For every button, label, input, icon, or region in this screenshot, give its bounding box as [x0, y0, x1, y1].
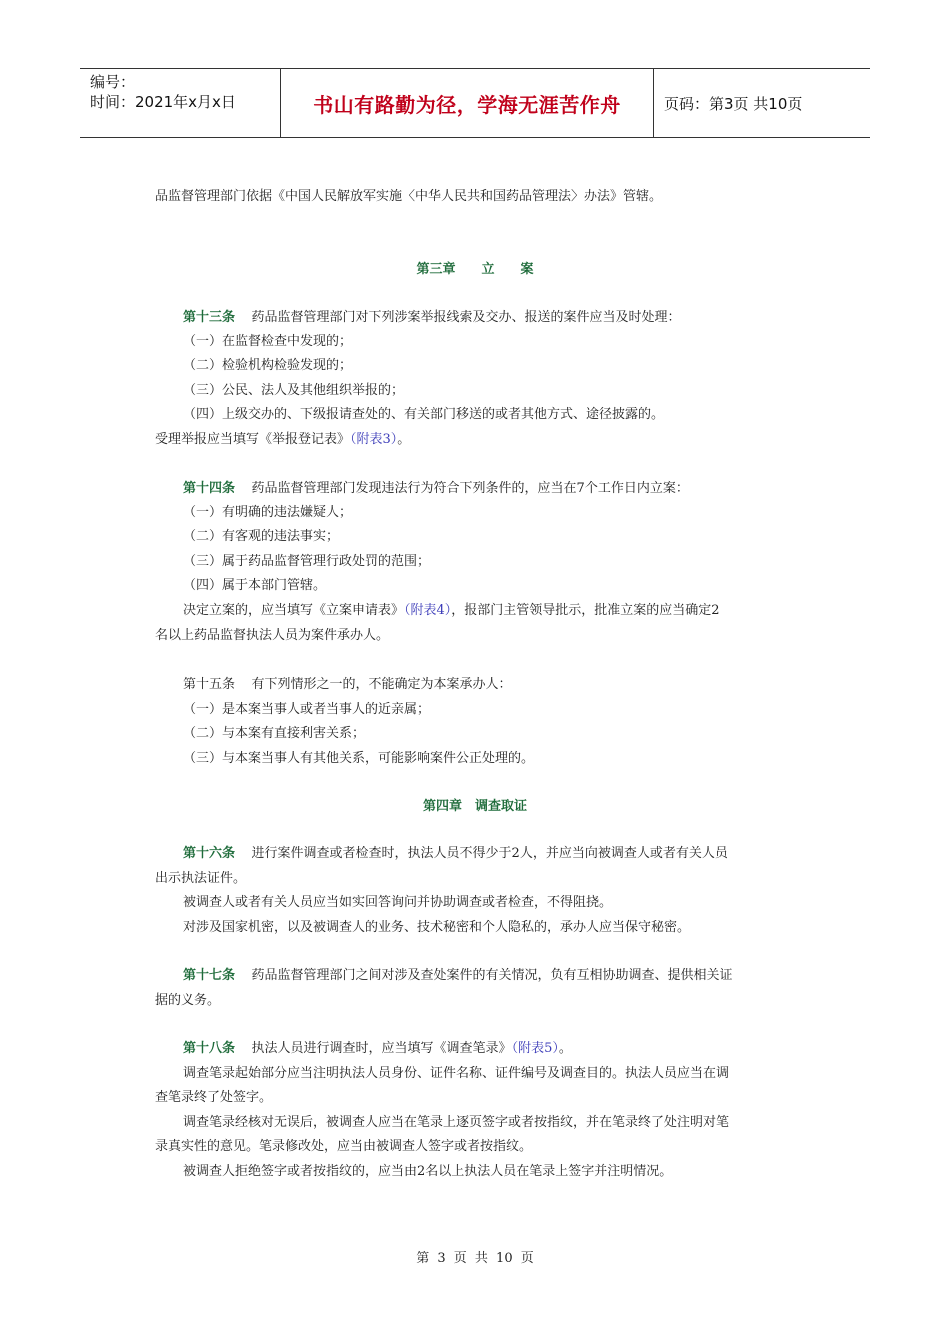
art18-p2b: 查笔录终了处签字。 — [155, 1090, 273, 1105]
annex4-link: （附表4） — [404, 603, 452, 618]
art14-item-3: （三）属于药品监督管理行政处罚的范围； — [183, 554, 431, 569]
art13-lead — [183, 309, 681, 327]
page-info: 页码：第3页 共10页 — [664, 94, 803, 113]
art18-p4: 被调查人拒绝签字或者按指纹的，应当由2名以上执法人员在笔录上签字并注明情况。 — [183, 1164, 673, 1179]
art15-text: 有下列情形之一的，不能确定为本案承办人： — [251, 677, 512, 692]
art14-item-4: （四）属于本部门管辖。 — [183, 578, 327, 593]
art14-title: 第十四条 — [183, 481, 236, 496]
motto: 书山有路勤为径，学海无涯苦作舟 — [313, 92, 621, 117]
art18-p2a: 调查笔录起始部分应当注明执法人员身份、证件名称、证件编号及调查目的。执法人员应当在调 — [183, 1066, 730, 1081]
art13-tail — [155, 431, 410, 449]
art14-tail — [183, 602, 720, 620]
art18-lead — [183, 1040, 572, 1058]
header-page-info-cell — [652, 69, 870, 137]
art15-item-3: （三）与本案当事人有其他关系，可能影响案件公正处理的。 — [183, 751, 535, 766]
annex3-link: （附表3） — [350, 432, 398, 447]
art14-lead — [183, 480, 689, 498]
art15-item-1: （一）是本案当事人或者当事人的近亲属； — [183, 702, 431, 717]
art13-item-1: （一）在监督检查中发现的； — [183, 334, 353, 349]
page-header — [80, 68, 870, 138]
art13-item-3: （三）公民、法人及其他组织举报的； — [183, 383, 405, 398]
art13-title: 第十三条 — [183, 310, 236, 325]
art13-text: 药品监督管理部门对下列涉案举报线索及交办、报送的案件应当及时处理： — [251, 310, 681, 325]
art15-title: 第十五条 — [183, 677, 236, 692]
chapter4-heading: 第四章 调查取证 — [422, 799, 527, 814]
art17-lead — [183, 967, 733, 985]
art17-line2: 据的义务。 — [155, 993, 221, 1008]
header-motto-cell — [280, 69, 654, 137]
art14-text: 药品监督管理部门发现违法行为符合下列条件的，应当在7个工作日内立案： — [251, 481, 689, 496]
art13-item-2: （二）检验机构检验发现的； — [183, 358, 353, 373]
art16-lead — [183, 845, 728, 863]
art14-item-2: （二）有客观的违法事实； — [183, 529, 340, 544]
art16-text: 进行案件调查或者检查时，执法人员不得少于2人，并应当向被调查人或者有关人员 — [251, 846, 728, 861]
art18-text: 执法人员进行调查时，应当填写《调查笔录》 — [251, 1041, 512, 1056]
intro-text: 品监督管理部门依据《中国人民解放军实施〈中华人民共和国药品管理法〉办法》管辖。 — [155, 189, 663, 204]
art14-tail-text: 决定立案的，应当填写《立案申请表》 — [183, 603, 405, 618]
art13-tail-text: 受理举报应当填写《举报登记表》 — [155, 432, 351, 447]
art16-title: 第十六条 — [183, 846, 236, 861]
number-label: 编号： — [90, 73, 136, 91]
art14-tail-line2: 名以上药品监督执法人员为案件承办人。 — [155, 628, 390, 643]
art18-p3a: 调查笔录经核对无误后，被调查人应当在笔录上逐页签字或者按指纹，并在笔录终了处注明对笔 — [183, 1115, 730, 1130]
art16-p3: 对涉及国家机密，以及被调查人的业务、技术秘密和个人隐私的，承办人应当保守秘密。 — [183, 920, 691, 935]
art17-title: 第十七条 — [183, 968, 236, 983]
art16-p2: 被调查人或者有关人员应当如实回答询问并协助调查或者检查，不得阻挠。 — [183, 895, 613, 910]
art18-p3b: 录真实性的意见。笔录修改处，应当由被调查人签字或者按指纹。 — [155, 1139, 533, 1154]
art18-title: 第十八条 — [183, 1041, 236, 1056]
art16-line2: 出示执法证件。 — [155, 871, 247, 886]
page-footer: 第 3 页 共 10 页 — [416, 1251, 534, 1266]
annex5-link: （附表5） — [511, 1041, 559, 1056]
art14-item-1: （一）有明确的违法嫌疑人； — [183, 505, 353, 520]
art15-item-2: （二）与本案有直接利害关系； — [183, 726, 366, 741]
art15-lead — [183, 676, 512, 694]
art18-text-end: 。 — [558, 1041, 572, 1056]
art13-tail-end: 。 — [397, 432, 411, 447]
art14-tail-end: ，报部门主管领导批示，批准立案的应当确定2 — [451, 603, 720, 618]
art13-item-4: （四）上级交办的、下级报请查处的、有关部门移送的或者其他方式、途径披露的。 — [183, 407, 665, 422]
art17-text: 药品监督管理部门之间对涉及查处案件的有关情况，负有互相协助调查、提供相关证 — [251, 968, 733, 983]
time-label: 时间：2021年x月x日 — [90, 93, 236, 111]
chapter3-heading: 第三章 立 案 — [416, 262, 534, 277]
header-left-cell — [80, 69, 280, 137]
